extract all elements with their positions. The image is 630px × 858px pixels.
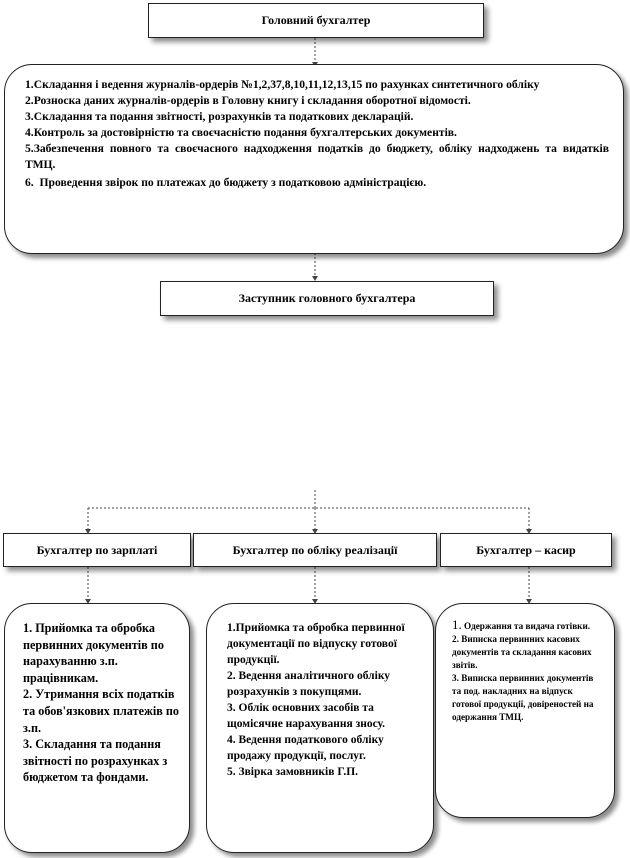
sales-duties-box bbox=[206, 603, 434, 853]
cashier-duties-list bbox=[452, 618, 602, 724]
salary-duties-list bbox=[23, 620, 181, 786]
list-item: 5. Звірка замовників Г.П. bbox=[227, 766, 359, 778]
list-item: 2. Ведення аналітичного обліку розрахунків з покупцями. bbox=[227, 670, 391, 698]
list-item: 1.Складання і ведення журналів-ордерів №1,2,37,8,10,11,12,13,15 по рахунках синтетичного обліку bbox=[25, 78, 540, 91]
deputy-accountant-box bbox=[160, 281, 494, 316]
cashier-accountant-title: Бухгалтер – касир bbox=[476, 542, 576, 557]
list-item: 1.Прийомка та обробка первинної документації по відпуску готової продукції. bbox=[227, 622, 405, 666]
list-item: 5.Забезпечення повного та своєчасного надходження податків до бюджету, обліку надходжень та видатків ТМЦ. bbox=[25, 142, 609, 171]
list-item: 1. Прийомка та обробка первинних документів по нарахуванню з.п. працівникам. bbox=[23, 621, 164, 685]
list-item: 2. Утримання всіх податків та обов'язкових платежів по з.п. bbox=[23, 687, 179, 735]
list-item: 3. Виписка первинних документів та под. накладних на відпуск готової продукції, довіреностей на одержання ТМЦ. bbox=[452, 673, 594, 722]
list-item: 1. Одержання та видача готівки. bbox=[452, 617, 591, 632]
chief-duties-box bbox=[4, 64, 624, 254]
list-item: 3. Облік основних засобів та щомісячне нарахування зносу. bbox=[227, 702, 386, 730]
cashier-duties-box bbox=[435, 603, 615, 818]
list-item: 6. Проведення звірок по платежах до бюджету з податковою адміністрацією. bbox=[25, 176, 427, 189]
salary-accountant-box bbox=[3, 533, 191, 567]
chief-accountant-box bbox=[148, 3, 484, 38]
chief-duties-list bbox=[25, 77, 609, 191]
list-item: 2. Виписка первинних касових документів та складання касових звітів. bbox=[452, 634, 592, 670]
list-item: 4.Контроль за достовірністю та своєчасністю подання бухгалтерських документів. bbox=[25, 126, 457, 139]
list-item: 3. Складання та подання звітності по розрахунках з бюджетом та фондами. bbox=[23, 737, 168, 785]
sales-accountant-box bbox=[193, 533, 437, 567]
deputy-accountant-title: Заступник головного бухгалтера bbox=[238, 291, 416, 305]
salary-duties-box bbox=[4, 603, 190, 853]
salary-accountant-title: Бухгалтер по зарплаті bbox=[36, 542, 158, 557]
sales-accountant-title: Бухгалтер по обліку реалізації bbox=[232, 542, 398, 557]
list-item: 4. Ведення податкового обліку продажу продукції, послуг. bbox=[227, 734, 384, 762]
list-item: 2.Розноска даних журналів-ордерів в Головну книгу і складання оборотної відомості. bbox=[25, 94, 471, 107]
list-item: 3.Складання та подання звітності, розрахунків та податкових декларацій. bbox=[25, 110, 414, 123]
chief-accountant-title: Головний бухгалтер bbox=[261, 13, 371, 27]
cashier-accountant-box bbox=[440, 533, 612, 567]
sales-duties-list bbox=[227, 620, 421, 780]
